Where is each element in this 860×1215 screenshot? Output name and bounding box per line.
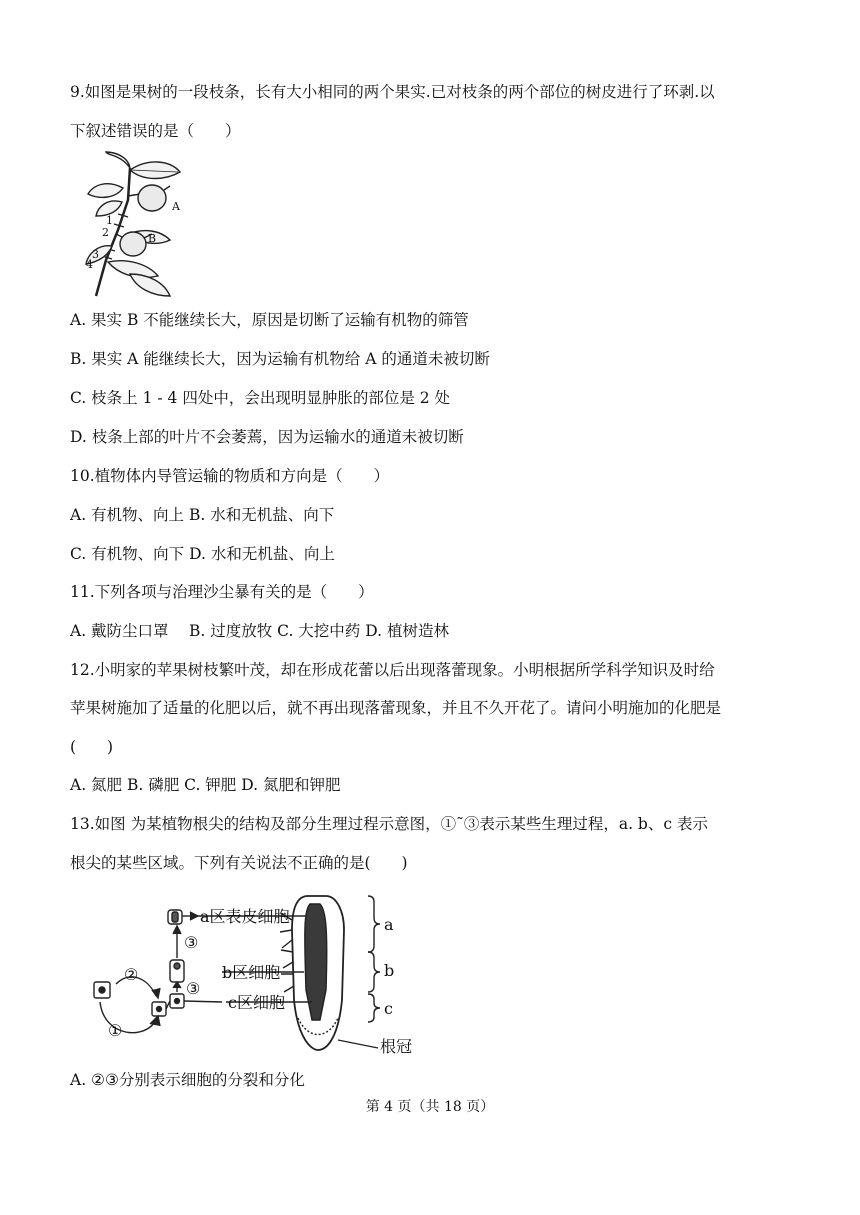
q10-stem: 10.植物体内导管运输的物质和方向是（ ）	[70, 467, 390, 485]
q11-options: A. 戴防尘口罩 B. 过度放牧 C. 大挖中药 D. 植树造林	[70, 622, 449, 640]
q13-label-process1: ①	[108, 1021, 123, 1040]
q13-label-a-cell: a区表皮细胞	[200, 907, 290, 926]
q9-branch-figure	[78, 150, 188, 300]
q12-stem-line2: 苹果树施加了适量的化肥以后，就不再出现落蕾现象，并且不久开花了。请问小明施加的化肥是	[70, 699, 722, 717]
q10-options-line1: A. 有机物、向上 B. 水和无机盐、向下	[70, 506, 335, 524]
q11-stem: 11.下列各项与治理沙尘暴有关的是（ ）	[70, 583, 374, 601]
q13-label-process3-top: ③	[184, 933, 199, 952]
q9-label-a: A	[172, 200, 180, 213]
q10-options-line2: C. 有机物、向下 D. 水和无机盐、向上	[70, 545, 335, 563]
q9-stem-line2: 下叙述错误的是（ ）	[70, 122, 241, 140]
q9-label-b: B	[148, 232, 157, 245]
q9-label-2: 2	[102, 226, 109, 239]
q9-label-4: 4	[86, 258, 93, 271]
q9-label-1: 1	[106, 214, 113, 227]
q13-label-process2: ②	[124, 965, 139, 984]
q13-root-cap-label: 根冠	[380, 1037, 413, 1056]
q9-option-c: C. 枝条上 1 - 4 四处中，会出现明显肿胀的部位是 2 处	[70, 389, 451, 407]
q13-zone-b: b	[384, 961, 395, 980]
q13-label-c-cell: c区细胞	[228, 993, 285, 1012]
q9-option-d: D. 枝条上部的叶片不会萎蔫，因为运输水的通道未被切断	[70, 428, 464, 446]
q13-stem-line1: 13.如图 为某植物根尖的结构及部分生理过程示意图，①˜③表示某些生理过程，a. b、c 表示	[70, 815, 708, 833]
q12-options: A. 氮肥 B. 磷肥 C. 钾肥 D. 氮肥和钾肥	[70, 776, 341, 794]
page-footer: 第 4 页（共 18 页）	[365, 1099, 495, 1115]
q13-zone-a: a	[384, 915, 394, 934]
q13-root-tip-figure	[86, 890, 426, 1058]
q13-label-b-cell: b区细胞	[222, 963, 281, 982]
q12-stem-line1: 12.小明家的苹果树枝繁叶茂，却在形成花蕾以后出现落蕾现象。小明根据所学科学知识及时给	[70, 661, 715, 679]
q13-option-a: A. ②③分别表示细胞的分裂和分化	[70, 1071, 305, 1089]
q9-option-b: B. 果实 A 能继续长大，因为运输有机物给 A 的通道未被切断	[70, 350, 490, 368]
q9-stem-line1: 9.如图是果树的一段枝条，长有大小相同的两个果实.已对枝条的两个部位的树皮进行了环剥.以	[70, 83, 715, 101]
q13-label-process3-mid: ③	[186, 979, 201, 998]
q13-zone-c: c	[384, 999, 393, 1018]
q9-label-3: 3	[92, 248, 99, 261]
q13-stem-line2: 根尖的某些区域。下列有关说法不正确的是( )	[70, 854, 408, 872]
q12-stem-line3: ( )	[70, 738, 114, 756]
q9-option-a: A. 果实 B 不能继续长大，原因是切断了运输有机物的筛管	[70, 311, 469, 329]
